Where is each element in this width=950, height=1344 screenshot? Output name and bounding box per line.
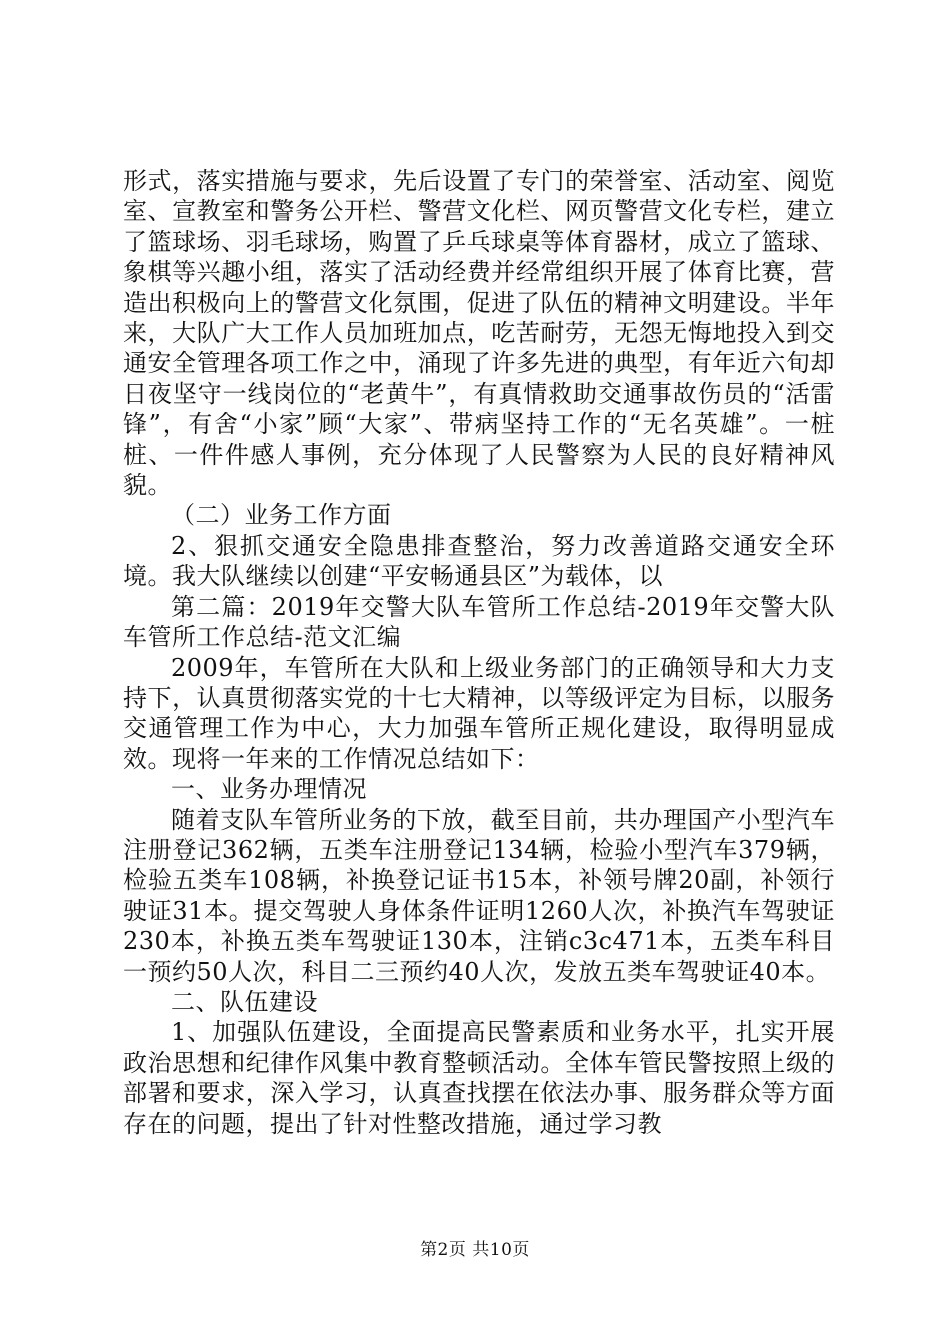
paragraph-intro-2009: 2009年，车管所在大队和上级业务部门的正确领导和大力支持下，认真贯彻落实党的十七大精神，以等级评定为目标，以服务交通管理工作为中心，大力加强车管所正规化建设，取得明显成效。现将一年来的工作情况总结如下： <box>123 653 835 773</box>
section-heading-business-handling: 一、业务办理情况 <box>171 775 367 804</box>
paragraph-spiritual-civilization: 形式，落实措施与要求，先后设置了专门的荣誉室、活动室、阅览室、宣教室和警务公开栏、警营文化栏、网页警营文化专栏，建立了篮球场、羽毛球场，购置了乒乓球桌等体育器材，成立了篮球、象棋等兴趣小组，落实了活动经费并经常组织开展了体育比赛，营造出积极向上的警营文化氛围，促进了队伍的精神文明建设。半年来，大队广大工作人员加班加点，吃苦耐劳，无怨无悔地投入到交通安全管理各项工作之中，涌现了许多先进的典型，有年近六旬却日夜坚守一线岗位的“老黄牛”，有真情救助交通事故伤员的“活雷锋”，有舍“小家”顾“大家”、带病坚持工作的“无名英雄”。一桩桩、一件件感人事例，充分体现了人民警察为人民的良好精神风貌。 <box>123 167 835 500</box>
document-body <box>123 166 835 1139</box>
paragraph-team-building-1: 1、加强队伍建设，全面提高民警素质和业务水平，扎实开展政治思想和纪律作风集中教育整顿活动。全体车管民警按照上级的部署和要求，深入学习，认真查找摆在依法办事、服务群众等方面存在的问题，提出了针对性整改措施，通过学习教 <box>123 1018 835 1138</box>
page-number-footer: 第2页 共10页 <box>420 1240 530 1260</box>
paragraph-business-statistics: 随着支队车管所业务的下放，截至目前，共办理国产小型汽车注册登记362辆，五类车注册登记134辆，检验小型汽车379辆，检验五类车108辆，补换登记证书15本，补领号牌20副，补领行驶证31本。提交驾驶人身体条件证明1260人次，补换汽车驾驶证230本，补换五类车驾驶证130本，注销c3c471本，五类车科目一预约50人次，科目二三预约40人次，发放五类车驾驶证40本。 <box>123 805 835 986</box>
section-heading-business-work: （二）业务工作方面 <box>171 501 392 530</box>
paragraph-hazard-rectification: 2、狠抓交通安全隐患排查整治，努力改善道路交通安全环境。我大队继续以创建“平安畅通县区”为载体，以 <box>123 531 835 591</box>
article-title-second: 第二篇：2019年交警大队车管所工作总结-2019年交警大队车管所工作总结-范文汇编 <box>123 592 835 652</box>
section-heading-team-building: 二、队伍建设 <box>171 987 318 1016</box>
